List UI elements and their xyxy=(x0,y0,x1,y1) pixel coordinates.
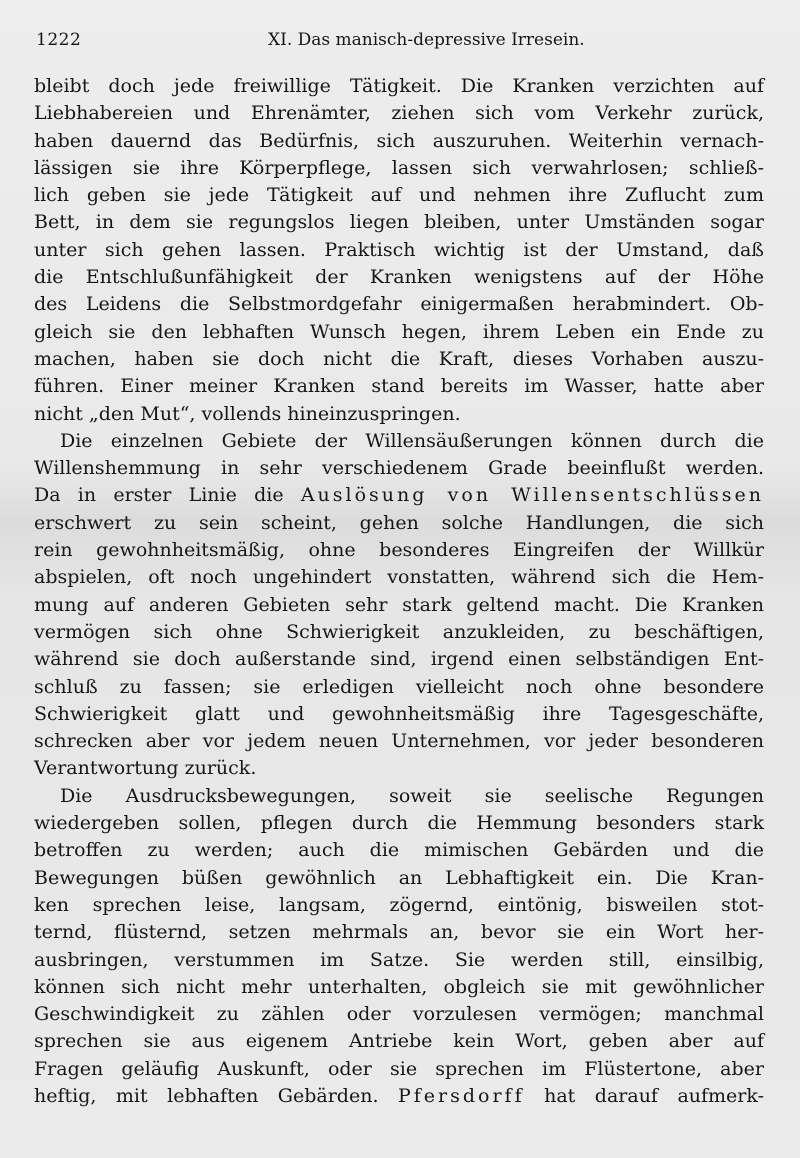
text-line xyxy=(34,100,764,127)
text-line xyxy=(34,619,764,646)
text-line xyxy=(34,455,764,482)
running-title: XI. Das manisch-depressive Irresein. xyxy=(268,30,585,50)
text-line xyxy=(34,401,764,428)
text-line xyxy=(34,291,764,318)
emphasized-text: Pfersdorff xyxy=(397,1084,525,1107)
text-line xyxy=(34,728,764,755)
text-line xyxy=(34,209,764,236)
text-line-content: bleibt doch jede freiwillige Tätigkeit. Die Kranken verzichten auf xyxy=(34,75,764,97)
text-line xyxy=(34,701,764,728)
text-line xyxy=(34,564,764,591)
text-line-content: Bewegungen büßen gewöhnlich an Lebhaftigkeit ein. Die Kran- xyxy=(34,866,764,889)
text-line-content: Bett, in dem sie regungslos liegen bleiben, unter Umständen sogar xyxy=(34,211,764,234)
text-line xyxy=(34,510,764,537)
text-line-content: rein gewohnheitsmäßig, ohne besonderes Eingreifen der Willkür xyxy=(34,539,764,562)
text-line-content: schrecken aber vor jedem neuen Unternehmen, vor jeder besonderen xyxy=(34,730,764,753)
text-line-content: lässigen sie ihre Körperpflege, lassen sich verwahrlosen; schließ- xyxy=(34,156,764,179)
text-line xyxy=(34,919,764,946)
text-line-content: mung auf anderen Gebieten sehr stark geltend macht. Die Kranken xyxy=(34,593,764,616)
text-line-content: Willenshemmung in sehr verschiedenem Grade beeinflußt werden. xyxy=(34,457,764,480)
text-line xyxy=(34,947,764,974)
text-line xyxy=(34,319,764,346)
text-line xyxy=(34,128,764,155)
text-line-content: Geschwindigkeit zu zählen oder vorzulesen vermögen; manchmal xyxy=(34,1003,764,1026)
text-line xyxy=(34,537,764,564)
text-line xyxy=(34,646,764,673)
text-line xyxy=(34,974,764,1001)
text-line-content: lich geben sie jede Tätigkeit auf und nehmen ihre Zuflucht zum xyxy=(34,184,764,207)
page-number: 1222 xyxy=(36,30,82,50)
text-line-content: betroffen zu werden; auch die mimischen Gebärden und die xyxy=(34,839,764,862)
text-line-content: ken sprechen leise, langsam, zögernd, eintönig, bisweilen stot- xyxy=(34,893,764,916)
text-line-content: Die einzelnen Gebiete der Willensäußerungen können durch die xyxy=(60,429,764,452)
text-line-content: führen. Einer meiner Kranken stand bereits im Wasser, hatte aber xyxy=(34,375,764,398)
text-line-content: sprechen sie aus eigenem Antriebe kein Wort, geben aber auf xyxy=(34,1030,764,1053)
text-line xyxy=(34,482,764,509)
text-line-content: Liebhabereien und Ehrenämter, ziehen sich vom Verkehr zurück, xyxy=(34,102,764,125)
text-line xyxy=(34,1083,764,1110)
text-line-content: heftig, mit lebhaften Gebärden. xyxy=(34,1084,398,1107)
text-line-content: abspielen, oft noch ungehindert vonstatten, während sich die Hem- xyxy=(34,566,764,589)
text-line-content: Schwierigkeit glatt und gewohnheitsmäßig ihre Tagesgeschäfte, xyxy=(34,702,764,725)
text-line-content: haben dauernd das Bedürfnis, sich auszuruhen. Weiterhin vernach- xyxy=(34,129,764,152)
text-line xyxy=(34,892,764,919)
text-line-content: schluß zu fassen; sie erledigen vielleicht noch ohne besondere xyxy=(34,675,764,698)
text-line-content: Verantwortung zurück. xyxy=(34,757,257,780)
text-line xyxy=(34,428,764,455)
text-line-content: während sie doch außerstande sind, irgend einen selbständigen Ent- xyxy=(34,648,764,671)
text-line-content: nicht „den Mut“, vollends hineinzuspringen. xyxy=(34,402,461,425)
text-line-content: wiedergeben sollen, pflegen durch die Hemmung besonders stark xyxy=(34,812,764,835)
emphasized-text: Auslösung von Willensentschlüssen xyxy=(300,484,764,507)
text-line xyxy=(34,865,764,892)
text-line xyxy=(34,783,764,810)
text-line xyxy=(34,155,764,182)
text-line-content: unter sich gehen lassen. Praktisch wichtig ist der Umstand, daß xyxy=(34,238,764,261)
text-line-content: erschwert zu sein scheint, gehen solche Handlungen, die sich xyxy=(34,511,764,534)
text-line xyxy=(34,373,764,400)
text-line xyxy=(34,674,764,701)
text-line-content: Fragen geläufig Auskunft, oder sie sprechen im Flüstertone, aber xyxy=(34,1057,764,1080)
text-line xyxy=(34,755,764,782)
text-line xyxy=(34,73,764,100)
text-line-content: die Entschlußunfähigkeit der Kranken wenigstens auf der Höhe xyxy=(34,266,764,289)
text-line xyxy=(34,1028,764,1055)
text-line xyxy=(34,837,764,864)
page-header xyxy=(36,30,760,56)
text-line-content: ternd, flüsternd, setzen mehrmals an, bevor sie ein Wort her- xyxy=(34,921,764,944)
text-line xyxy=(34,592,764,619)
text-line-content: können sich nicht mehr unterhalten, obgleich sie mit gewöhnlicher xyxy=(34,975,764,998)
text-line xyxy=(34,346,764,373)
text-line-content: Da in erster Linie die xyxy=(34,484,301,507)
text-line-content: vermögen sich ohne Schwierigkeit anzukleiden, zu beschäftigen, xyxy=(34,620,764,643)
text-line xyxy=(34,182,764,209)
text-line-content: gleich sie den lebhaften Wunsch hegen, ihrem Leben ein Ende zu xyxy=(34,320,764,343)
text-line xyxy=(34,1056,764,1083)
text-line-content: ausbringen, verstummen im Satze. Sie werden still, einsilbig, xyxy=(34,948,764,971)
body-text xyxy=(34,73,764,1110)
text-line-content: hat darauf aufmerk- xyxy=(524,1084,764,1107)
text-line xyxy=(34,810,764,837)
text-line-content: des Leidens die Selbstmordgefahr einigermaßen herabmindert. Ob- xyxy=(34,293,764,316)
text-line xyxy=(34,237,764,264)
text-line-content: machen, haben sie doch nicht die Kraft, dieses Vorhaben auszu- xyxy=(34,347,764,370)
text-line-content: Die Ausdrucksbewegungen, soweit sie seelische Regungen xyxy=(60,784,764,807)
text-line xyxy=(34,264,764,291)
text-line xyxy=(34,1001,764,1028)
